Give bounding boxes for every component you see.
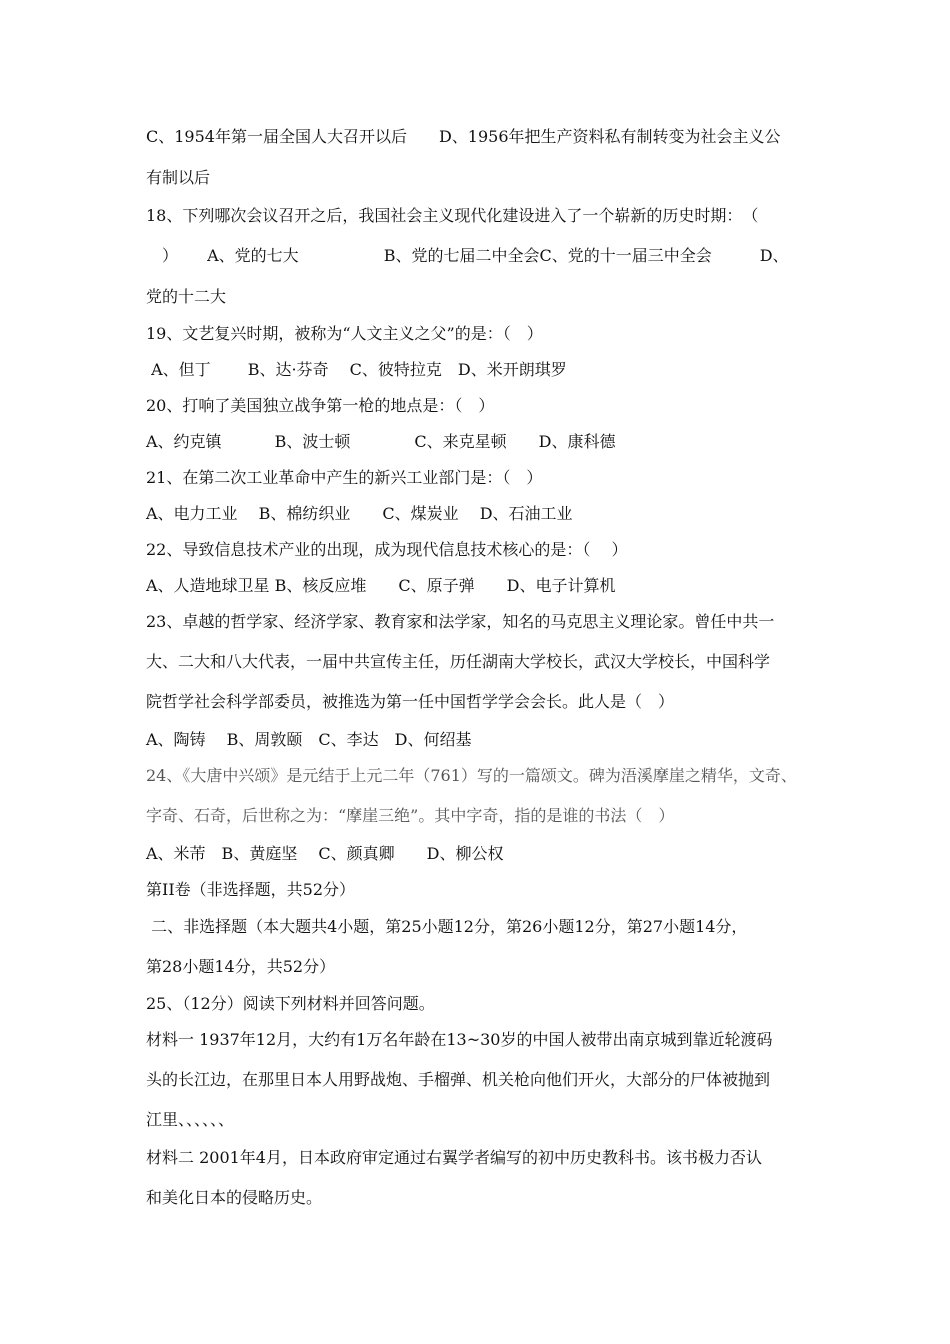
question-23-options: A、陶铸 B、周敦颐 C、李达 D、何绍基 — [146, 730, 472, 749]
text-line: 头的长江边，在那里日本人用野战炮、手榴弹、机关枪向他们开火，大部分的尸体被抛到 — [146, 1070, 771, 1089]
question-21: 21、在第二次工业革命中产生的新兴工业部门是：（ ） — [146, 468, 543, 487]
material-2: 材料二 2001年4月，日本政府审定通过右翼学者编写的初中历史教科书。该书极力否认 — [146, 1148, 762, 1167]
material-1: 材料一 1937年12月，大约有1万名年龄在13~30岁的中国人被带出南京城到靠近轮渡码 — [146, 1030, 773, 1049]
question-20-options: A、约克镇 B、波士顿 C、来克星顿 D、康科德 — [146, 432, 616, 451]
question-18: 18、下列哪次会议召开之后，我国社会主义现代化建设进入了一个崭新的历史时期： （ — [146, 206, 759, 225]
question-21-options: A、电力工业 B、棉纺织业 C、煤炭业 D、石油工业 — [146, 504, 573, 523]
question-19: 19、文艺复兴时期，被称为“人文主义之父”的是：（ ） — [146, 324, 543, 343]
section-instructions: 二、非选择题（本大题共4小题，第25小题12分，第26小题12分，第27小题14分， — [146, 917, 748, 936]
question-22: 22、导致信息技术产业的出现，成为现代信息技术核心的是：（ ） — [146, 540, 628, 559]
text-line: 第28小题14分，共52分） — [146, 957, 336, 976]
question-24: 24、《大唐中兴颂》是元结于上元二年（761）写的一篇颂文。碑为浯溪摩崖之精华，文奇、 — [146, 766, 797, 785]
question-20: 20、打响了美国独立战争第一枪的地点是：（ ） — [146, 396, 495, 415]
text-line: 和美化日本的侵略历史。 — [146, 1188, 323, 1207]
text-line: C、1954年第一届全国人大召开以后 D、1956年把生产资料私有制转变为社会主义公 — [146, 127, 781, 146]
question-25: 25、（12分）阅读下列材料并回答问题。 — [146, 994, 435, 1013]
text-line: 有制以后 — [146, 168, 211, 187]
question-22-options: A、人造地球卫星 B、核反应堆 C、原子弹 D、电子计算机 — [146, 576, 616, 595]
text-line: 江里、、、、、、 — [146, 1110, 235, 1129]
question-19-options: A、但丁 B、达·芬奇 C、彼特拉克 D、米开朗琪罗 — [146, 360, 567, 379]
question-18-options: ） A、党的七大 B、党的七届二中全会C、党的十一届三中全会 D、 — [146, 246, 789, 265]
section-heading: 第II卷（非选择题，共52分） — [146, 880, 356, 899]
question-24-options: A、米芾 B、黄庭坚 C、颜真卿 D、柳公权 — [146, 844, 504, 863]
text-line: 字奇、石奇，后世称之为：“摩崖三绝”。其中字奇，指的是谁的书法（ ） — [146, 806, 675, 825]
text-line: 大、二大和八大代表，一届中共宣传主任，历任湖南大学校长，武汉大学校长，中国科学 — [146, 652, 771, 671]
text-line: 党的十二大 — [146, 287, 227, 306]
text-line: 院哲学社会科学部委员，被推选为第一任中国哲学学会会长。此人是（ ） — [146, 692, 675, 711]
question-23: 23、卓越的哲学家、经济学家、教育家和法学家，知名的马克思主义理论家。曾任中共一 — [146, 612, 775, 631]
